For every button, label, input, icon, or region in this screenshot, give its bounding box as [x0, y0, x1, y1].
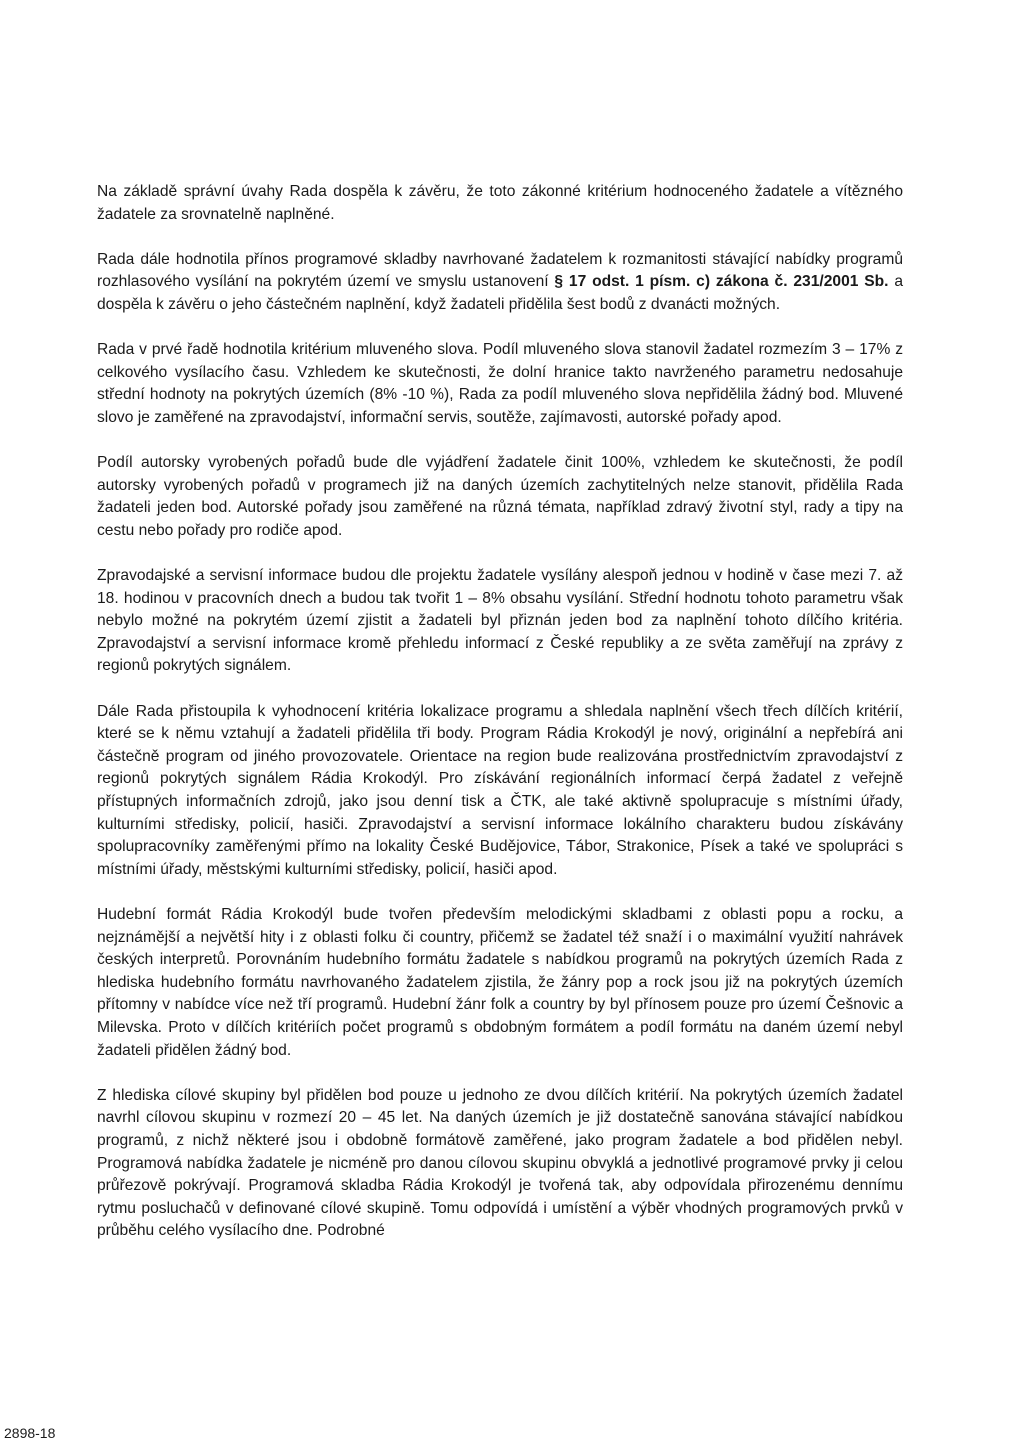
paragraph-8: Z hlediska cílové skupiny byl přidělen bod pouze u jednoho ze dvou dílčích kritérií. Na pokrytých územích žadatel navrhl cílovou skupinu v rozmezí 20 – 45 let. Na daných územích je již dostatečně sanována stávající nabídkou programů, z nichž některé jsou i obdobně formátově zaměřené, jako program žadatele a bod přidělen nebyl. Programová nabídka žadatele je nicméně pro danou cílovou skupinu obvyklá a jednotlivé programové prvky ji celou průřezově pokrývají. Programová skladba Rádia Krokodýl je tvořená tak, aby odpovídala přirozenému dennímu rytmu posluchačů v definované cílové skupině. Tomu odpovídá i umístění a výběr vhodných programových prvků v průběhu celého vysílacího dne. Podrobné	[97, 1086, 903, 1240]
paragraph-2-text-after: a dospěla k závěru o jeho částečném naplnění, když žadateli přidělila šest bodů z dvanácti možných.	[97, 273, 903, 313]
legal-reference: § 17 odst. 1 písm. c) zákona č. 231/2001 Sb.	[554, 273, 889, 291]
document-code: 2898-18	[4, 1425, 56, 1441]
paragraph-6: Dále Rada přistoupila k vyhodnocení kritéria lokalizace programu a shledala naplnění všech třech dílčích kritérií, které se k němu vztahují a žadateli přidělila tři body. Program Rádia Krokodýl je nový, originální a nepřebírá ani částečně program od jiného provozovatele. Orientace na region bude realizována prostřednictvím zpravodajství z regionů pokrytých signálem Rádia Krokodýl. Pro získávání regionálních informací čerpá žadatel z veřejně přístupných informačních zdrojů, jako jsou denní tisk a ČTK, ale také aktivně spolupracuje s místními úřady, kulturními středisky, policií, hasiči. Zpravodajství a servisní informace lokálního charakteru budou získávány spolupracovníky zaměřenými přímo na lokality České Budějovice, Tábor, Strakonice, Písek a také ve spolupráci s místními úřady, městskými kulturními středisky, policií, hasiči apod.	[97, 702, 903, 878]
paragraph-3: Rada v prvé řadě hodnotila kritérium mluveného slova. Podíl mluveného slova stanovil žadatel rozmezím 3 – 17% z celkového vysílacího času. Vzhledem ke skutečnosti, že dolní hranice takto navrženého parametru nedosahuje střední hodnoty na pokrytých územích (8% -10 %), Rada za podíl mluveného slova nepřidělila žádný bod. Mluvené slovo je zaměřené na zpravodajství, informační servis, soutěže, zajímavosti, autorské pořady apod.	[97, 341, 903, 426]
paragraph-5: Zpravodajské a servisní informace budou dle projektu žadatele vysílány alespoň jednou v hodině v čase mezi 7. až 18. hodinou v pracovních dnech a budou tak tvořit 1 – 8% obsahu vysílání. Střední hodnotu tohoto parametru však nebylo možné na pokrytém území zjistit a žadateli byl přiznán jeden bod za naplnění tohoto dílčího kritéria. Zpravodajství a servisní informace kromě přehledu informací z České republiky a ze světa zaměřují na zprávy z regionů pokrytých signálem.	[97, 567, 903, 675]
paragraph-4: Podíl autorsky vyrobených pořadů bude dle vyjádření žadatele činit 100%, vzhledem ke skutečnosti, že podíl autorsky vyrobených pořadů v programech již na daných územích zachytitelných nelze stanovit, přidělila Rada žadateli jeden bod. Autorské pořady jsou zaměřené na různá témata, například zdravý životní styl, rady a tipy na cestu nebo pořady pro rodiče apod.	[97, 454, 903, 539]
document-body	[97, 181, 903, 1243]
paragraph-2-text-before: Rada dále hodnotila přínos programové skladby navrhované žadatelem k rozmanitosti stávající nabídky programů rozhlasového vysílání na pokrytém území ve smyslu ustanovení	[97, 250, 903, 291]
paragraph-2	[97, 249, 903, 317]
paragraph-7: Hudební formát Rádia Krokodýl bude tvořen především melodickými skladbami z oblasti popu a rocku, a nejznámější a největší hity i z oblasti folku či country, přičemž se žadatel též snaží i o maximální využití nahrávek českých interpretů. Porovnáním hudebního formátu žadatele s nabídkou programů na pokrytých územích Rada z hlediska hudebního formátu navrhovaného žadatelem zjistila, že žánry pop a rock jsou již na pokrytých územích přítomny v nabídce více než tří programů. Hudební žánr folk a country by byl přínosem pouze pro území Češnovic a Milevska. Proto v dílčích kritériích počet programů s obdobným formátem a podíl formátu na daném území nebyl žadateli přidělen žádný bod.	[97, 906, 903, 1059]
paragraph-1: Na základě správní úvahy Rada dospěla k závěru, že toto zákonné kritérium hodnoceného žadatele a vítězného žadatele za srovnatelně naplněné.	[97, 183, 903, 223]
